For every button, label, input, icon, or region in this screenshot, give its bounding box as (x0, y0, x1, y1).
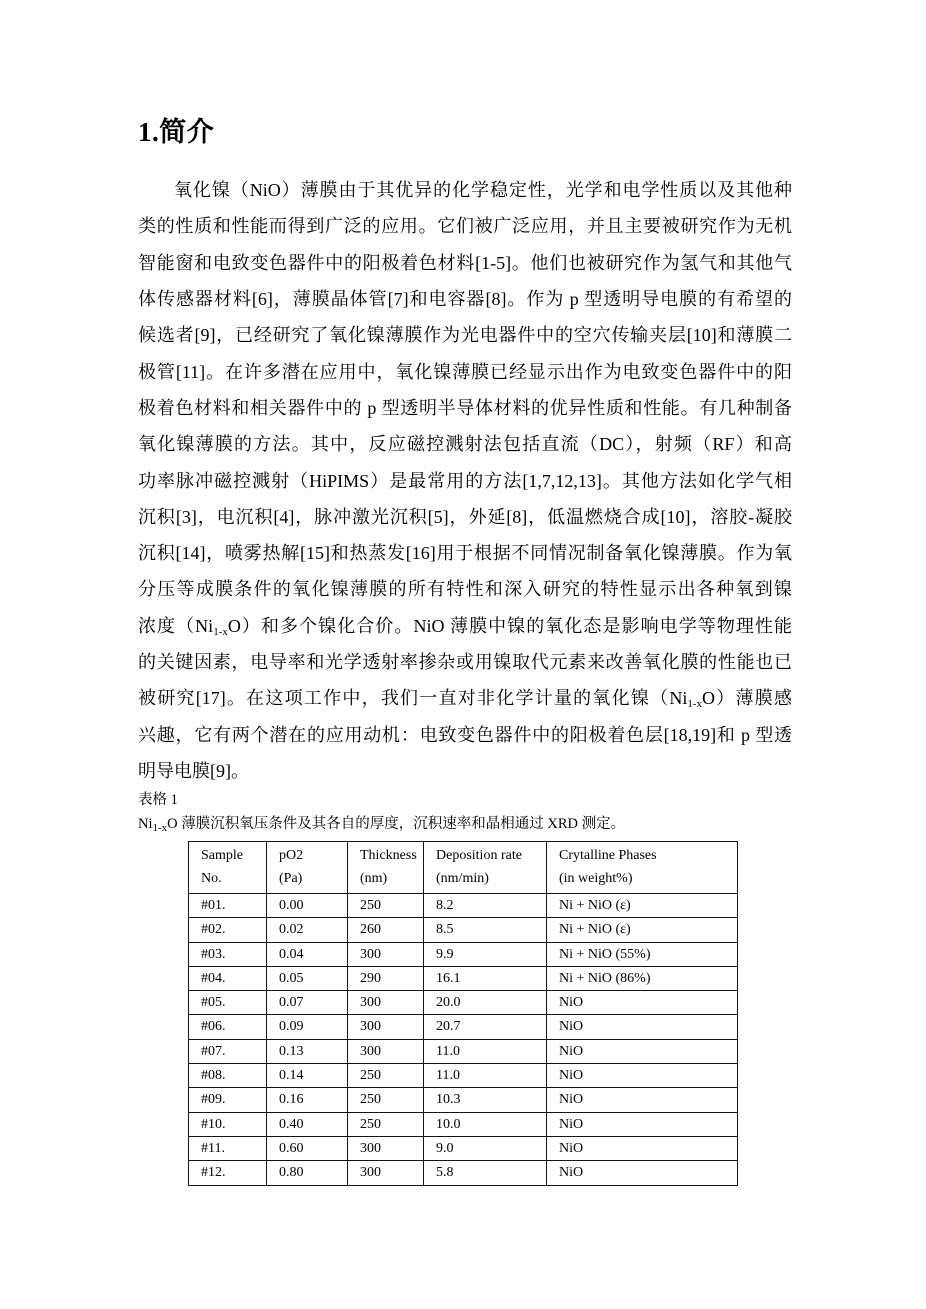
paragraph-text: 功率脉冲磁控溅射（HiPIMS）是最常用的方法[1,7,12,13]。其他方法如化学气相 (138, 470, 792, 491)
cell-sample: #12. (189, 1161, 267, 1185)
paragraph-line (138, 608, 792, 644)
cell-sample: #01. (189, 894, 267, 918)
table-row (189, 1136, 738, 1160)
paragraph-text: 极着色材料和相关器件中的 p 型透明半导体材料的优异性质和性能。有几种制备 (138, 397, 792, 418)
paragraph-text: 沉积[14]，喷雾热解[15]和热蒸发[16]用于根据不同情况制备氧化镍薄膜。作为氧 (138, 543, 792, 564)
cell-thickness: 300 (348, 991, 424, 1015)
cell-rate: 5.8 (424, 1161, 547, 1185)
subscript-text: 1-x (213, 625, 228, 638)
table-row (189, 1039, 738, 1063)
cell-sample: #08. (189, 1064, 267, 1088)
paragraph-text: 被研究[17]。在这项工作中，我们一直对非化学计量的氧化镍（Ni (138, 688, 688, 709)
table-row (189, 1112, 738, 1136)
subscript-text: 1-x (687, 698, 703, 711)
cell-rate: 9.9 (424, 942, 547, 966)
header-cell-po2 (267, 842, 348, 894)
cell-po2: 0.80 (267, 1161, 348, 1185)
cell-thickness: 250 (348, 1064, 424, 1088)
header-line: Crytalline Phases (559, 848, 657, 863)
paragraph-line (138, 535, 792, 571)
cell-rate: 8.2 (424, 894, 547, 918)
cell-sample: #11. (189, 1136, 267, 1160)
header-line: (nm/min) (436, 870, 489, 886)
paragraph-line (138, 571, 792, 607)
paragraph-text: 明导电膜[9]。 (138, 761, 249, 781)
cell-thickness: 300 (348, 1039, 424, 1063)
cell-rate: 20.7 (424, 1015, 547, 1039)
cell-phases: Ni + NiO (55%) (547, 942, 738, 966)
cell-phases: Ni + NiO (ε) (547, 918, 738, 942)
paragraph-line (138, 463, 792, 499)
section-heading: 1.简介 (138, 117, 215, 147)
header-line: (nm) (360, 870, 388, 886)
table-row (189, 918, 738, 942)
header-line: Sample (201, 848, 243, 863)
paragraph-line (138, 245, 792, 281)
cell-rate: 10.0 (424, 1112, 547, 1136)
paragraph-line (138, 680, 792, 716)
cell-po2: 0.00 (267, 894, 348, 918)
cell-sample: #05. (189, 991, 267, 1015)
cell-rate: 16.1 (424, 966, 547, 990)
paragraph-line (138, 281, 792, 317)
header-cell-deposition-rate (424, 842, 547, 894)
paragraph-line (138, 390, 792, 426)
paragraph-line (138, 317, 792, 353)
cell-rate: 11.0 (424, 1039, 547, 1063)
cell-rate: 10.3 (424, 1088, 547, 1112)
cell-po2: 0.13 (267, 1039, 348, 1063)
table-header-row (189, 842, 738, 894)
paragraph-line (138, 426, 792, 462)
table-row (189, 942, 738, 966)
header-line: (Pa) (279, 870, 303, 886)
cell-sample: #03. (189, 942, 267, 966)
table-caption (138, 812, 838, 834)
cell-sample: #09. (189, 1088, 267, 1112)
paragraph-text: 兴趣，它有两个潜在的应用动机：电致变色器件中的阳极着色层[18,19]和 p 型透 (138, 724, 792, 745)
table-row (189, 1088, 738, 1112)
paragraph-text: O）薄膜感 (702, 688, 792, 709)
cell-po2: 0.40 (267, 1112, 348, 1136)
cell-sample: #06. (189, 1015, 267, 1039)
cell-thickness: 250 (348, 894, 424, 918)
cell-phases: Ni + NiO (ε) (547, 894, 738, 918)
cell-rate: 11.0 (424, 1064, 547, 1088)
cell-po2: 0.14 (267, 1064, 348, 1088)
cell-po2: 0.16 (267, 1088, 348, 1112)
table-label: 表格 1 (138, 792, 178, 808)
cell-sample: #07. (189, 1039, 267, 1063)
paragraph-line (138, 753, 792, 789)
cell-po2: 0.04 (267, 942, 348, 966)
paragraph-text: 的关键因素，电导率和光学透射率掺杂或用镍取代元素来改善氧化膜的性能也已 (138, 652, 792, 673)
header-line: Thickness (360, 848, 417, 863)
cell-rate: 8.5 (424, 918, 547, 942)
paragraph-line (138, 644, 792, 680)
cell-thickness: 300 (348, 1015, 424, 1039)
paragraph-line (138, 499, 792, 535)
subscript-text: 1-x (152, 822, 168, 834)
cell-rate: 9.0 (424, 1136, 547, 1160)
paragraph-line (138, 208, 792, 244)
table-row (189, 894, 738, 918)
cell-phases: NiO (547, 1136, 738, 1160)
cell-thickness: 290 (348, 966, 424, 990)
cell-thickness: 300 (348, 1136, 424, 1160)
cell-phases: NiO (547, 1064, 738, 1088)
paragraph-text: 氧化镍（NiO）薄膜由于其优异的化学稳定性，光学和电学性质以及其他种 (174, 180, 792, 200)
paragraph-text: 类的性质和性能而得到广泛的应用。它们被广泛应用，并且主要被研究作为无机 (138, 216, 792, 237)
cell-sample: #02. (189, 918, 267, 942)
header-cell-phases (547, 842, 738, 894)
cell-phases: NiO (547, 1039, 738, 1063)
caption-text: Ni (138, 816, 153, 832)
caption-text: O 薄膜沉积氧压条件及其各自的厚度，沉积速率和晶相通过 XRD 测定。 (167, 816, 626, 832)
cell-phases: NiO (547, 1112, 738, 1136)
paragraph-text: 浓度（Ni (138, 615, 214, 636)
cell-po2: 0.05 (267, 966, 348, 990)
table-row (189, 991, 738, 1015)
header-line: pO2 (279, 848, 304, 863)
cell-rate: 20.0 (424, 991, 547, 1015)
cell-thickness: 300 (348, 1161, 424, 1185)
paragraph-line (138, 354, 792, 390)
cell-po2: 0.60 (267, 1136, 348, 1160)
paragraph-text: 候选者[9]，已经研究了氧化镍薄膜作为光电器件中的空穴传输夹层[10]和薄膜二 (138, 325, 792, 346)
cell-thickness: 250 (348, 1088, 424, 1112)
cell-phases: Ni + NiO (86%) (547, 966, 738, 990)
cell-phases: NiO (547, 991, 738, 1015)
cell-sample: #04. (189, 966, 267, 990)
cell-thickness: 250 (348, 1112, 424, 1136)
table-row (189, 1064, 738, 1088)
cell-phases: NiO (547, 1088, 738, 1112)
table-row (189, 1015, 738, 1039)
paragraph-line (138, 717, 792, 753)
paragraph-text: 分压等成膜条件的氧化镍薄膜的所有特性和深入研究的特性显示出各种氧到镍 (138, 579, 792, 600)
paragraph-text: O）和多个镍化合价。NiO 薄膜中镍的氧化态是影响电学等物理性能 (227, 615, 793, 636)
paragraph-line (138, 172, 792, 208)
header-line: Deposition rate (436, 848, 522, 863)
cell-phases: NiO (547, 1161, 738, 1185)
paragraph-text: 氧化镍薄膜的方法。其中，反应磁控溅射法包括直流（DC），射频（RF）和高 (138, 434, 792, 455)
header-cell-thickness (348, 842, 424, 894)
header-cell-sample (189, 842, 267, 894)
cell-po2: 0.02 (267, 918, 348, 942)
table-row (189, 966, 738, 990)
cell-phases: NiO (547, 1015, 738, 1039)
table-row (189, 1161, 738, 1185)
header-line: No. (201, 870, 222, 886)
paragraph-text: 沉积[3]，电沉积[4]，脉冲激光沉积[5]，外延[8]，低温燃烧合成[10]，溶胶-凝胶 (138, 506, 792, 527)
cell-sample: #10. (189, 1112, 267, 1136)
cell-thickness: 300 (348, 942, 424, 966)
paragraph-text: 体传感器材料[6]，薄膜晶体管[7]和电容器[8]。作为 p 型透明导电膜的有希望的 (138, 288, 792, 309)
intro-paragraph (138, 172, 792, 789)
deposition-table (188, 841, 738, 1186)
paragraph-text: 极管[11]。在许多潜在应用中，氧化镍薄膜已经显示出作为电致变色器件中的阳 (138, 361, 792, 382)
paragraph-text: 智能窗和电致变色器件中的阳极着色材料[1-5]。他们也被研究作为氢气和其他气 (138, 252, 792, 273)
cell-thickness: 260 (348, 918, 424, 942)
header-line: (in weight%) (559, 870, 633, 886)
cell-po2: 0.07 (267, 991, 348, 1015)
cell-po2: 0.09 (267, 1015, 348, 1039)
